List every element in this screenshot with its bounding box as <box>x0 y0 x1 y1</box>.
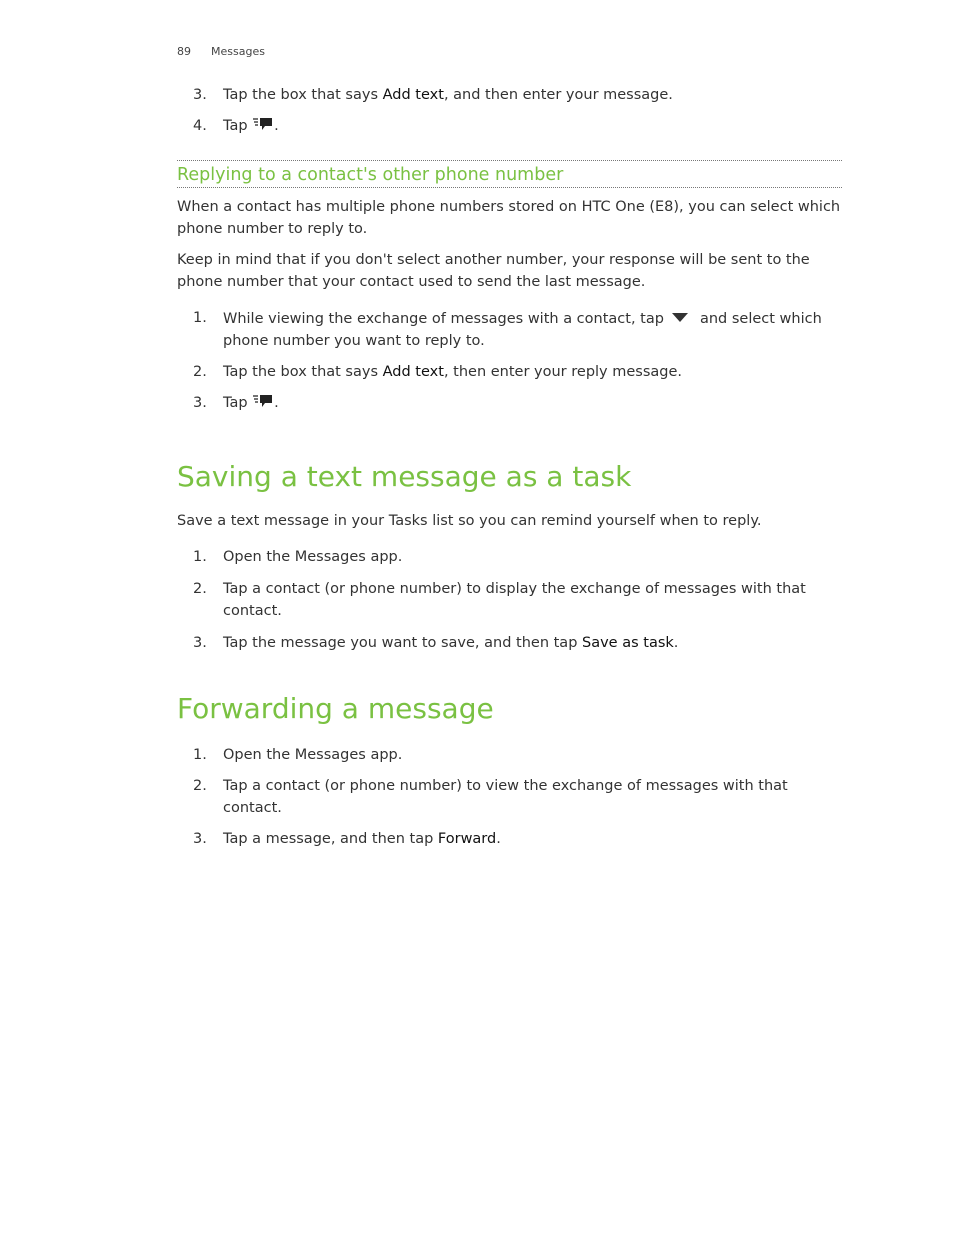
send-icon <box>252 393 274 416</box>
step: 3. Tap a message, and then tap Forward. <box>193 831 501 847</box>
section-heading: Forwarding a message <box>177 692 494 725</box>
ui-term: Forward <box>437 831 497 847</box>
step: 2. Tap a contact (or phone number) to display the exchange of messages with that contact. <box>193 581 806 619</box>
ui-term: Save as task <box>582 635 674 651</box>
caret-down-icon <box>672 307 688 329</box>
step: 3. Tap the message you want to save, and then tap Save as task. <box>193 635 679 651</box>
paragraph: Save a text message in your Tasks list so you can remind yourself when to reply. <box>177 513 762 529</box>
page-number: 89 <box>177 45 191 58</box>
paragraph: When a contact has multiple phone numbers stored on HTC One (E8), you can select which phone number to reply to. <box>177 199 841 237</box>
ui-term: Add text <box>382 87 444 103</box>
step: 3. Tap the box that says Add text, and then enter your message. <box>193 87 673 103</box>
step: 3. Tap . <box>177 392 842 416</box>
section-name: Messages <box>211 45 265 58</box>
ui-term: Add text <box>382 364 444 380</box>
step: 1. Open the Messages app. <box>193 747 403 763</box>
subsection-heading: Replying to a contact's other phone number <box>177 160 842 188</box>
send-icon <box>252 116 274 139</box>
step: 4. Tap . <box>177 115 842 139</box>
step: 2. Tap a contact (or phone number) to view the exchange of messages with that contact. <box>193 778 788 816</box>
step: 2. Tap the box that says Add text, then enter your reply message. <box>193 364 683 380</box>
paragraph: Keep in mind that if you don't select another number, your response will be sent to the phone number that your contact used to send the last message. <box>177 252 810 290</box>
step: 1. Open the Messages app. <box>193 549 403 565</box>
step: 1. While viewing the exchange of messages with a contact, tap and select which phone number you want to reply to. <box>177 307 842 352</box>
page-header <box>177 45 265 58</box>
section-heading: Saving a text message as a task <box>177 460 632 493</box>
page-content <box>177 80 842 850</box>
